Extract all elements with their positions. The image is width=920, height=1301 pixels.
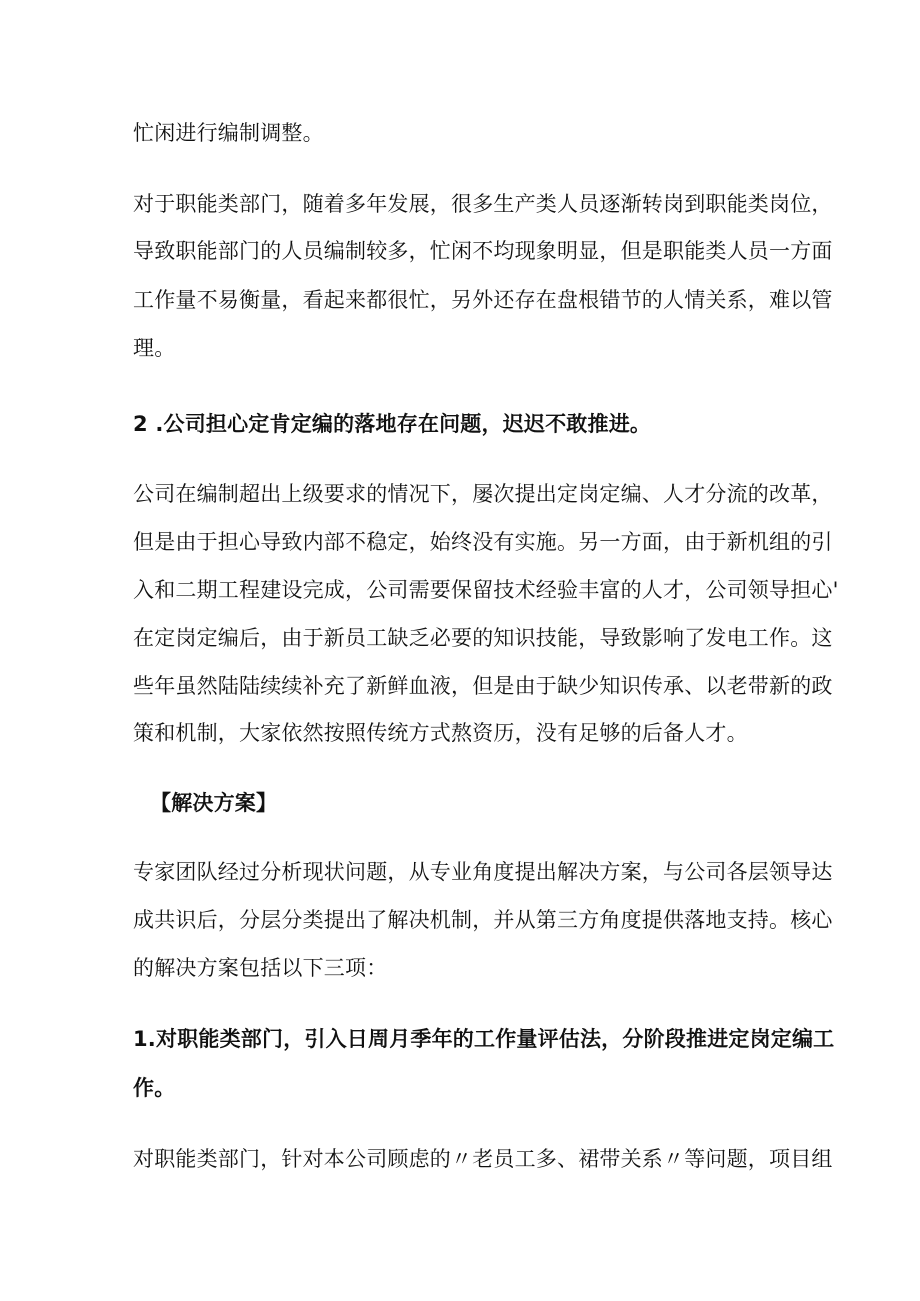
paragraph-line: 导致职能部门的人员编制较多，忙闲不均现象明显，但是职能类人员一方面 <box>133 239 833 263</box>
paragraph-line: 些年虽然陆陆续续补充了新鲜血液，但是由于缺少知识传承、以老带新的政 <box>133 674 833 698</box>
paragraph-line: 在定岗定编后，由于新员工缺乏必要的知识技能，导致影响了发电工作。这 <box>133 626 833 650</box>
paragraph-line: 忙闲进行编制调整。 <box>133 121 324 145</box>
paragraph-line: 公司在编制超出上级要求的情况下，屡次提出定岗定编、人才分流的改革， <box>133 482 833 506</box>
section-heading-continued: 作。 <box>133 1076 176 1100</box>
section-heading: 1.对职能类部门，引入日周月季年的工作量评估法，分阶段推进定岗定编工 <box>133 1027 835 1051</box>
paragraph-line: 工作量不易衡量，看起来都很忙，另外还存在盘根错节的人情关系，难以管 <box>133 288 833 312</box>
paragraph-line: 对于职能类部门，随着多年发展，很多生产类人员逐渐转岗到职能类岗位， <box>133 192 833 216</box>
paragraph-line: 策和机制，大家依然按照传统方式熬资历，没有足够的后备人才。 <box>133 721 748 745</box>
solution-heading: 【解决方案】 <box>150 791 278 815</box>
paragraph-line: 理。 <box>133 336 176 360</box>
paragraph-line: 对职能类部门，针对本公司顾虑的〃老员工多、裙带关系〃等问题，项目组 <box>133 1147 833 1171</box>
paragraph-line: 专家团队经过分析现状问题，从专业角度提出解决方案，与公司各层领导达 <box>133 860 833 884</box>
paragraph-line: 但是由于担心导致内部不稳定，始终没有实施。另一方面，由于新机组的引 <box>133 530 833 554</box>
paragraph-line: 的解决方案包括以下三项： <box>133 956 388 980</box>
paragraph-line: 成共识后，分层分类提出了解决机制，并从第三方角度提供落地支持。核心 <box>133 908 833 932</box>
section-heading: 2 .公司担心定肯定编的落地存在问题，迟迟不敢推进。 <box>133 412 652 436</box>
paragraph-line: 入和二期工程建设完成，公司需要保留技术经验丰富的人才，公司领导担心' <box>133 578 839 602</box>
